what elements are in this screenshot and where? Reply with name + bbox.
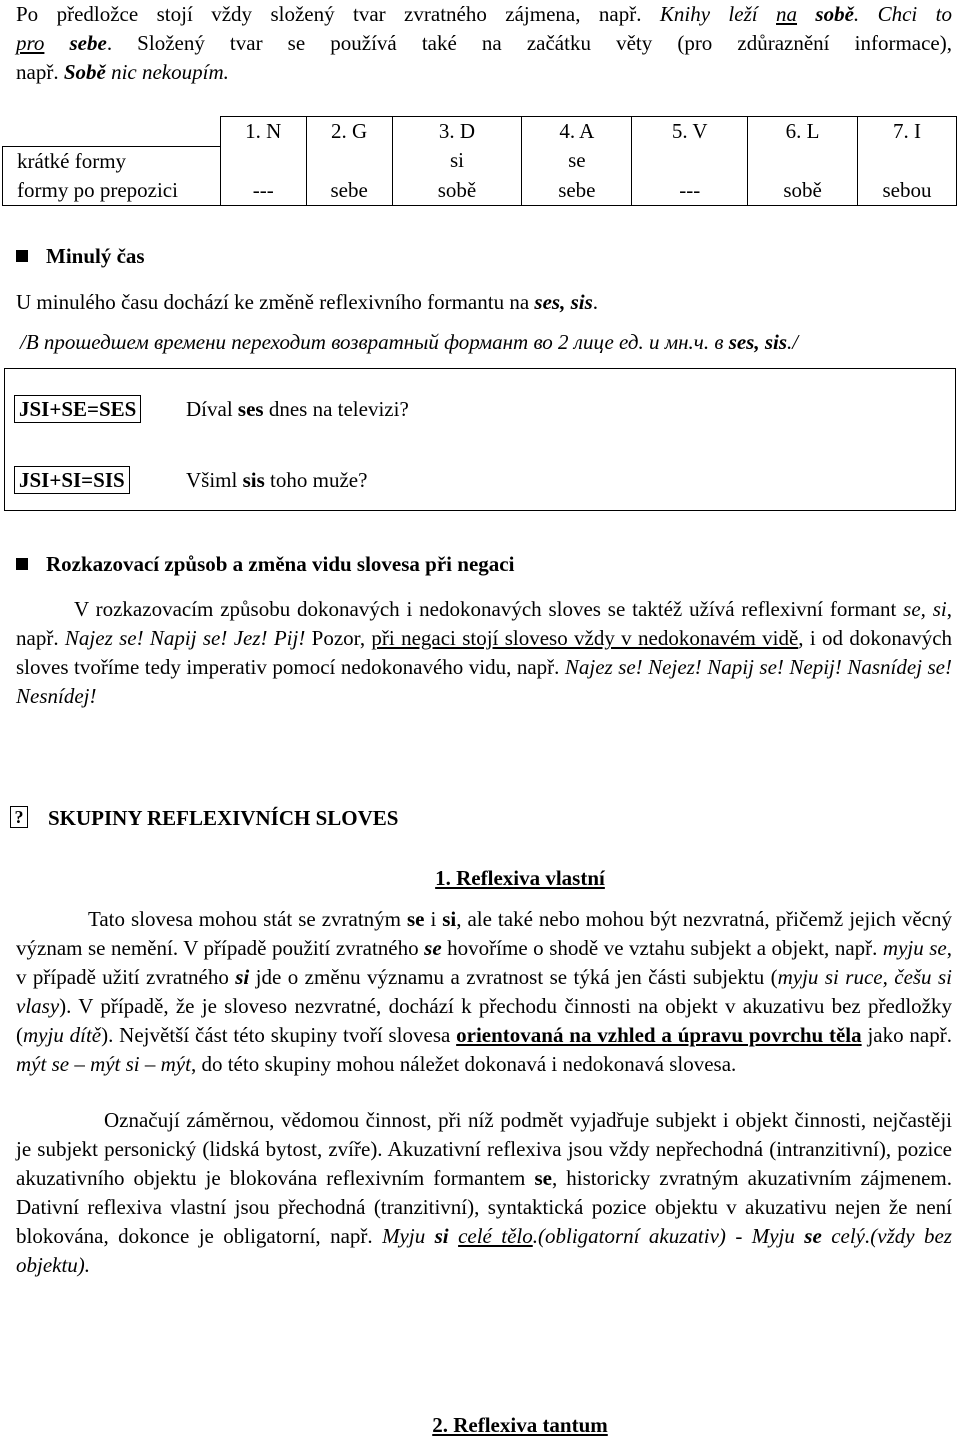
table-cell: [748, 146, 858, 176]
case-header: 5. V: [632, 117, 748, 147]
case-header: 1. N: [220, 117, 306, 147]
rule-sis: JSI+SI=SIS: [14, 466, 130, 494]
table-cell: sebe: [522, 176, 632, 206]
example-ses: Díval ses dnes na televizi?: [186, 397, 409, 421]
groups-heading: ? SKUPINY REFLEXIVNÍCH SLOVES: [10, 804, 398, 833]
table-row: [3, 176, 957, 206]
table-corner: [3, 117, 221, 147]
square-bullet-icon: [16, 558, 28, 570]
table-cell: se: [522, 146, 632, 176]
intro-line-1: Po předložce stojí vždy složený tvar zvratného zájmena, např. Knihy leží na sobě. Chci to: [16, 2, 952, 26]
past-tense-heading: Minulý čas: [16, 242, 145, 271]
example-sis: Všiml sis toho muže?: [186, 468, 368, 492]
case-header-row: [3, 117, 957, 147]
table-cell: sobě: [392, 176, 522, 206]
past-tense-russian: /В прошедшем времени переходит возвратный формант во 2 лице ед. и мн.ч. в ses, sis./: [20, 330, 799, 354]
table-cell: [220, 146, 306, 176]
case-header: 7. I: [858, 117, 957, 147]
case-header: 2. G: [306, 117, 392, 147]
case-header: 4. A: [522, 117, 632, 147]
subheading-reflexiva-tantum: 2. Reflexiva tantum: [432, 1413, 608, 1437]
paragraph-reflexiva-vlastni-1: Tato slovesa mohou stát se zvratným se i si, ale také nebo mohou být nezvratná, přičemž jejich věcný význam se nemění. V případě použití zvratného se hovoříme o shodě ve vztahu subjekt a objekt, např. myju se, v případě užití zvratného si jde o změnu významu a zvratnost se týká jen části subjektu (myju si ruce, češu si vlasy). V případě, že je sloveso nezvratné, dochází k přechodu činnosti na objekt v akuzativu bez předložky (myju dítě). Největší část této skupiny tvoří slovesa orientovaná na vzhled a úpravu povrchu těla jako např. mýt se – mýt si – mýt, do této skupiny mohou náležet dokonavá i nedokonavá slovesa.: [16, 907, 952, 1076]
table-cell: ---: [632, 176, 748, 206]
intro-line-3: např. Sobě nic nekoupím.: [16, 60, 229, 84]
table-cell: ---: [220, 176, 306, 206]
table-cell: [306, 146, 392, 176]
paragraph-reflexiva-vlastni-2: Označují záměrnou, vědomou činnost, při níž podmět vyjadřuje subjekt i objekt činnosti, nejčastěji je subjekt personický (lidská bytost, zvíře). Akuzativní reflexiva jsou vždy nepřechodná (intranzitivní), pozice akuzativního objektu je blokována reflexivním formantem se, historicky zvratným akuzativním zájmenem. Dativní reflexiva vlastní jsou přechodná (tranzitivní), syntaktická pozice objektu v akuzativu nejen že není blokována, dokonce je obligatorní, např. Myju si celé tělo.(obligatorní akuzativ) - Myju se celý.(vždy bez objektu).: [16, 1108, 952, 1277]
case-header: 3. D: [392, 117, 522, 147]
row-label: formy po prepozici: [3, 176, 221, 206]
table-cell: [858, 146, 957, 176]
intro-line-2: pro sebe. Složený tvar se používá také na začátku věty (pro zdůraznění informace),: [16, 31, 952, 55]
table-cell: [632, 146, 748, 176]
intro-paragraph: [16, 0, 952, 87]
past-tense-text: U minulého času dochází ke změně reflexivního formantu na ses, sis.: [16, 290, 599, 314]
square-bullet-icon: [16, 250, 28, 262]
case-header: 6. L: [748, 117, 858, 147]
case-table: [2, 116, 957, 206]
subheading-reflexiva-vlastni: 1. Reflexiva vlastní: [435, 866, 605, 890]
table-cell: si: [392, 146, 522, 176]
table-cell: sobě: [748, 176, 858, 206]
imperative-heading: Rozkazovací způsob a změna vidu slovesa při negaci: [16, 550, 514, 579]
formant-rules-box: [4, 368, 956, 511]
table-cell: sebe: [306, 176, 392, 206]
question-box-icon: ?: [10, 806, 28, 828]
row-label: krátké formy: [3, 146, 221, 176]
table-row: [3, 146, 957, 176]
rule-ses: JSI+SE=SES: [14, 395, 141, 423]
imperative-paragraph: V rozkazovacím způsobu dokonavých i nedokonavých sloves se taktéž užívá reflexivní formant se, si, např. Najez se! Napij se! Jez! Pij! Pozor, při negaci stojí sloveso vždy v nedokonavém vidě, i od dokonavých sloves tvoříme tedy imperativ pomocí nedokonavého vidu, např. Najez se! Nejez! Napij se! Nepij! Nasnídej se! Nesnídej!: [16, 597, 953, 708]
table-cell: sebou: [858, 176, 957, 206]
